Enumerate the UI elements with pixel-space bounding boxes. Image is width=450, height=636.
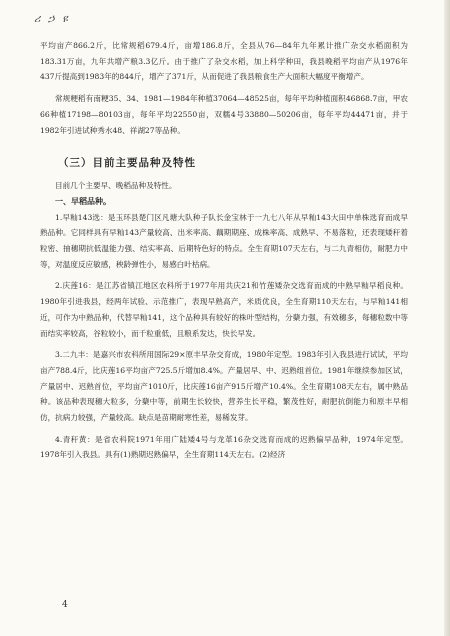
section-heading: （三）目前主要品种及特性 bbox=[58, 157, 196, 170]
variety-item-1: 1.早籼143选：是玉环县楚门区凡塘大队种子队长金宝林于一九七八年从早籼143大田中单株选育而成早熟品种。它同样具有早籼143产量较高、出米率高、藕期期座、成株率高、成熟早、不易落粒，还表现矮秆着粒密、抽穗期抗低温能力强、结实率高、后期特色好的特点。全生育期107天左右，与二九青相仿，耐肥力中等，对温度反应敏感，秧龄弹性小，易感白叶枯病。 bbox=[40, 212, 408, 269]
paragraph-yield-summary: 平均亩产866.2斤，比常规稻679.4斤，亩增186.8斤，全县从76—84年九年累计推广杂交水稻面积为183.31万亩，九年共增产粮3.3亿斤。由于推广了杂交水稻，加上科学种田，我县晚稻平均亩产从1976年437斤提高到1983年的844斤，增产了371斤，从而促进了我县粮食生产大面积大幅度平衡增产。 bbox=[40, 41, 408, 82]
page-content bbox=[40, 38, 408, 463]
variety-item-2: 2.庆莲16：是江苏省镇江地区农科所于1977年用共庆21和竹莲矮杂交选育而成的中熟早籼早稻良种。1980年引进我县，经两年试验、示范推广，表现早熟高产，米质优良，全生育期110天左右，与早籼141相近，可作为中熟品种，代替早籼141，这个品种具有较好的株叶型结构，分蘖力强，有效穗多，每穗粒数中等而结实率较高，谷粒较小，而千粒重低，且粮系发达，快长早发。 bbox=[40, 281, 408, 338]
variety-item-4: 4.青秆黄：是省农科院1971年用广陆矮4号与龙革16杂交选育而成的迟熟偏早品种，1974年定型。1978年引入我县。具有(1)熟期迟熟偏早，全生育期114天左右。(2)经济 bbox=[40, 434, 408, 460]
corner-handwritten-mark: ሪ ኃ ዩ bbox=[34, 12, 70, 25]
variety-item-3: 3.二九丰：是嘉兴市农科所用国际29×原丰早杂交育成，1980年定型。1983年引入我县进行试试，平均亩产788.4斤，比庆莲16平均亩产725.5斤增加8.4%。产量居早、中、迟熟组首位。1981年继续参加区试，产量居中、迟熟首位，平均亩产1010斤，比庆莲16亩产915斤增产10.4%。全生育期108天左右，属中熟品种。该品种表现穗大粒多，分蘖中等，前期生长较快，营养生长平稳，繁茂性好，耐肥抗倒能力和原丰早相仿，抗病力较强，产量较高。缺点是苗期耐寒性差，易稀发芽。 bbox=[40, 350, 408, 423]
paragraph-japonica-varieties: 常规粳稻有南粳35、34、1981—1984年种植37064—48525亩，每年平均种植面积46868.7亩，甲农66种植17198—80103亩，每年平均22550亩，双糯4号33880—50206亩，每年平均44471亩，并于1982年引进试种秀水48、祥湖27等品种。 bbox=[40, 94, 408, 135]
page-edge-shadow bbox=[444, 0, 450, 636]
subhead-early-rice: 一、早稻品种。 bbox=[55, 195, 111, 206]
page-number: 4 bbox=[62, 600, 68, 610]
intro-line: 目前几个主要早、晚稻品种及特性。 bbox=[55, 181, 177, 191]
